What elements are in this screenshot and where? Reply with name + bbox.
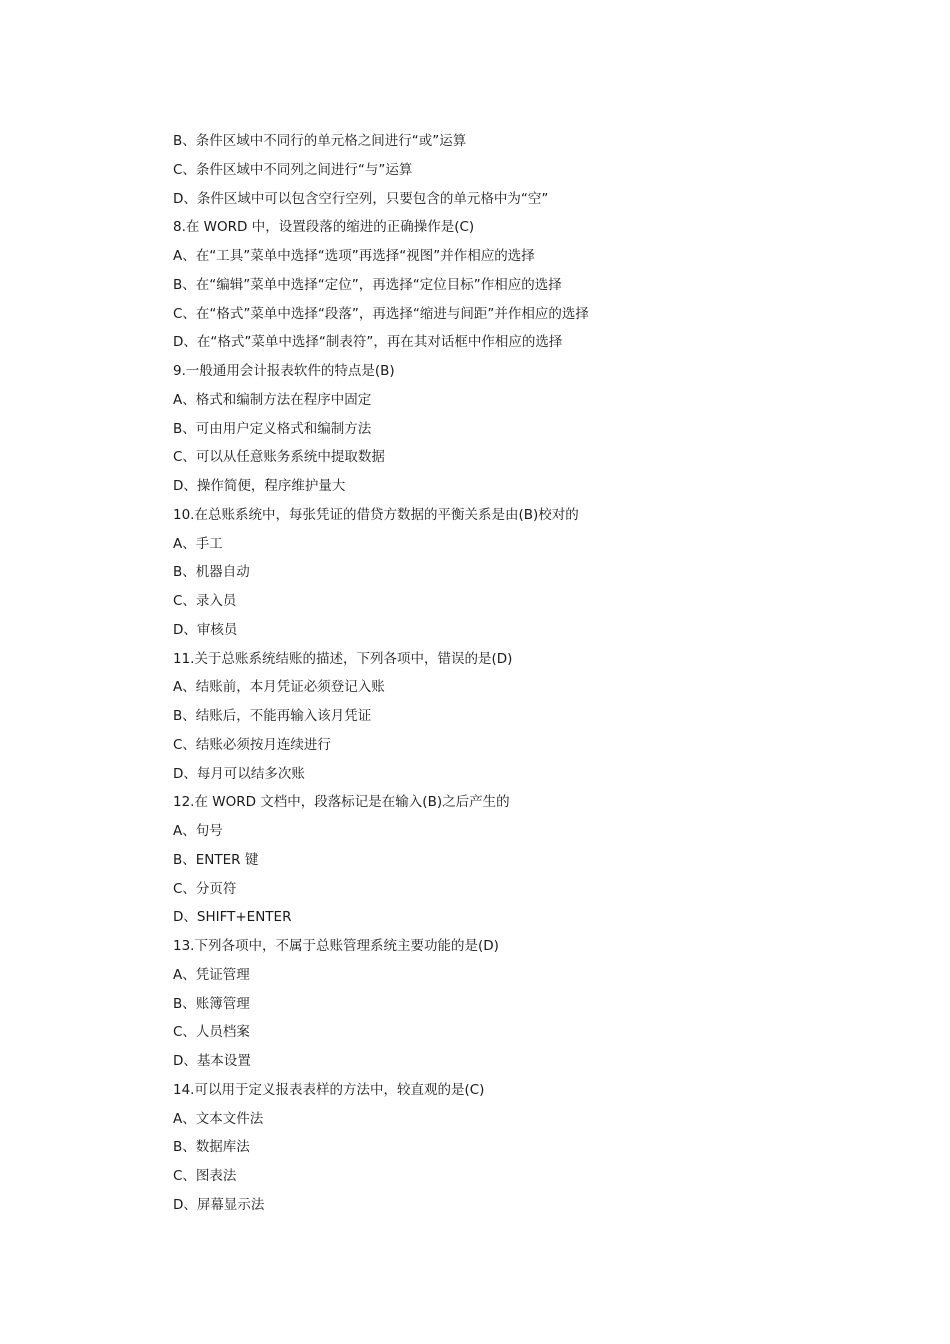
option-line: B、账簿管理 [173, 995, 250, 1012]
question-line: 8.在 WORD 中，设置段落的缩进的正确操作是(C) [173, 219, 475, 236]
option-line: B、可由用户定义格式和编制方法 [173, 420, 372, 437]
option-line: D、每月可以结多次账 [173, 765, 305, 782]
question-line: 12.在 WORD 文档中，段落标记是在输入(B)之后产生的 [173, 794, 510, 811]
option-line: C、条件区域中不同列之间进行“与”运算 [173, 161, 413, 178]
option-line: B、条件区域中不同行的单元格之间进行“或”运算 [173, 133, 467, 149]
option-line: A、格式和编制方法在程序中固定 [173, 391, 372, 408]
question-line: 13.下列各项中，不属于总账管理系统主要功能的是(D) [173, 938, 499, 954]
option-line: D、审核员 [173, 621, 238, 638]
option-line: D、条件区域中可以包含空行空列，只要包含的单元格中为“空” [173, 190, 549, 207]
option-line: A、句号 [173, 823, 223, 839]
option-line: D、屏幕显示法 [173, 1196, 265, 1213]
option-line: C、结账必须按月连续进行 [173, 736, 331, 753]
option-line: A、凭证管理 [173, 966, 250, 983]
option-line: C、可以从任意账务系统中提取数据 [173, 449, 385, 466]
option-line: A、在“工具”菜单中选择“选项”再选择“视图”并作相应的选择 [173, 248, 535, 264]
question-line: 9.一般通用会计报表软件的特点是(B) [173, 363, 395, 379]
option-line: A、手工 [173, 535, 223, 552]
option-line: D、基本设置 [173, 1053, 251, 1069]
question-line: 14.可以用于定义报表表样的方法中，较直观的是(C) [173, 1081, 485, 1098]
option-line: C、录入员 [173, 593, 237, 609]
option-line: B、ENTER 键 [173, 851, 259, 868]
document-body [173, 127, 793, 1220]
option-line: B、机器自动 [173, 564, 250, 581]
question-line: 11.关于总账系统结账的描述，下列各项中，错误的是(D) [173, 650, 513, 667]
option-line: A、结账前，本月凭证必须登记入账 [173, 679, 385, 696]
option-line: B、数据库法 [173, 1139, 250, 1156]
option-line: B、在“编辑”菜单中选择“定位”，再选择“定位目标”作相应的选择 [173, 276, 562, 293]
option-line: A、文本文件法 [173, 1110, 264, 1127]
option-line: C、分页符 [173, 880, 237, 897]
option-line: D、操作简便，程序维护量大 [173, 478, 346, 494]
question-line: 10.在总账系统中，每张凭证的借贷方数据的平衡关系是由(B)校对的 [173, 506, 579, 523]
option-line: B、结账后，不能再输入该月凭证 [173, 708, 372, 724]
option-line: D、在“格式”菜单中选择“制表符”，再在其对话框中作相应的选择 [173, 334, 563, 351]
option-line: C、人员档案 [173, 1024, 250, 1041]
option-line: C、在“格式”菜单中选择“段落”，再选择“缩进与间距”并作相应的选择 [173, 305, 589, 322]
option-line: C、图表法 [173, 1168, 237, 1184]
option-line: D、SHIFT+ENTER [173, 909, 292, 926]
